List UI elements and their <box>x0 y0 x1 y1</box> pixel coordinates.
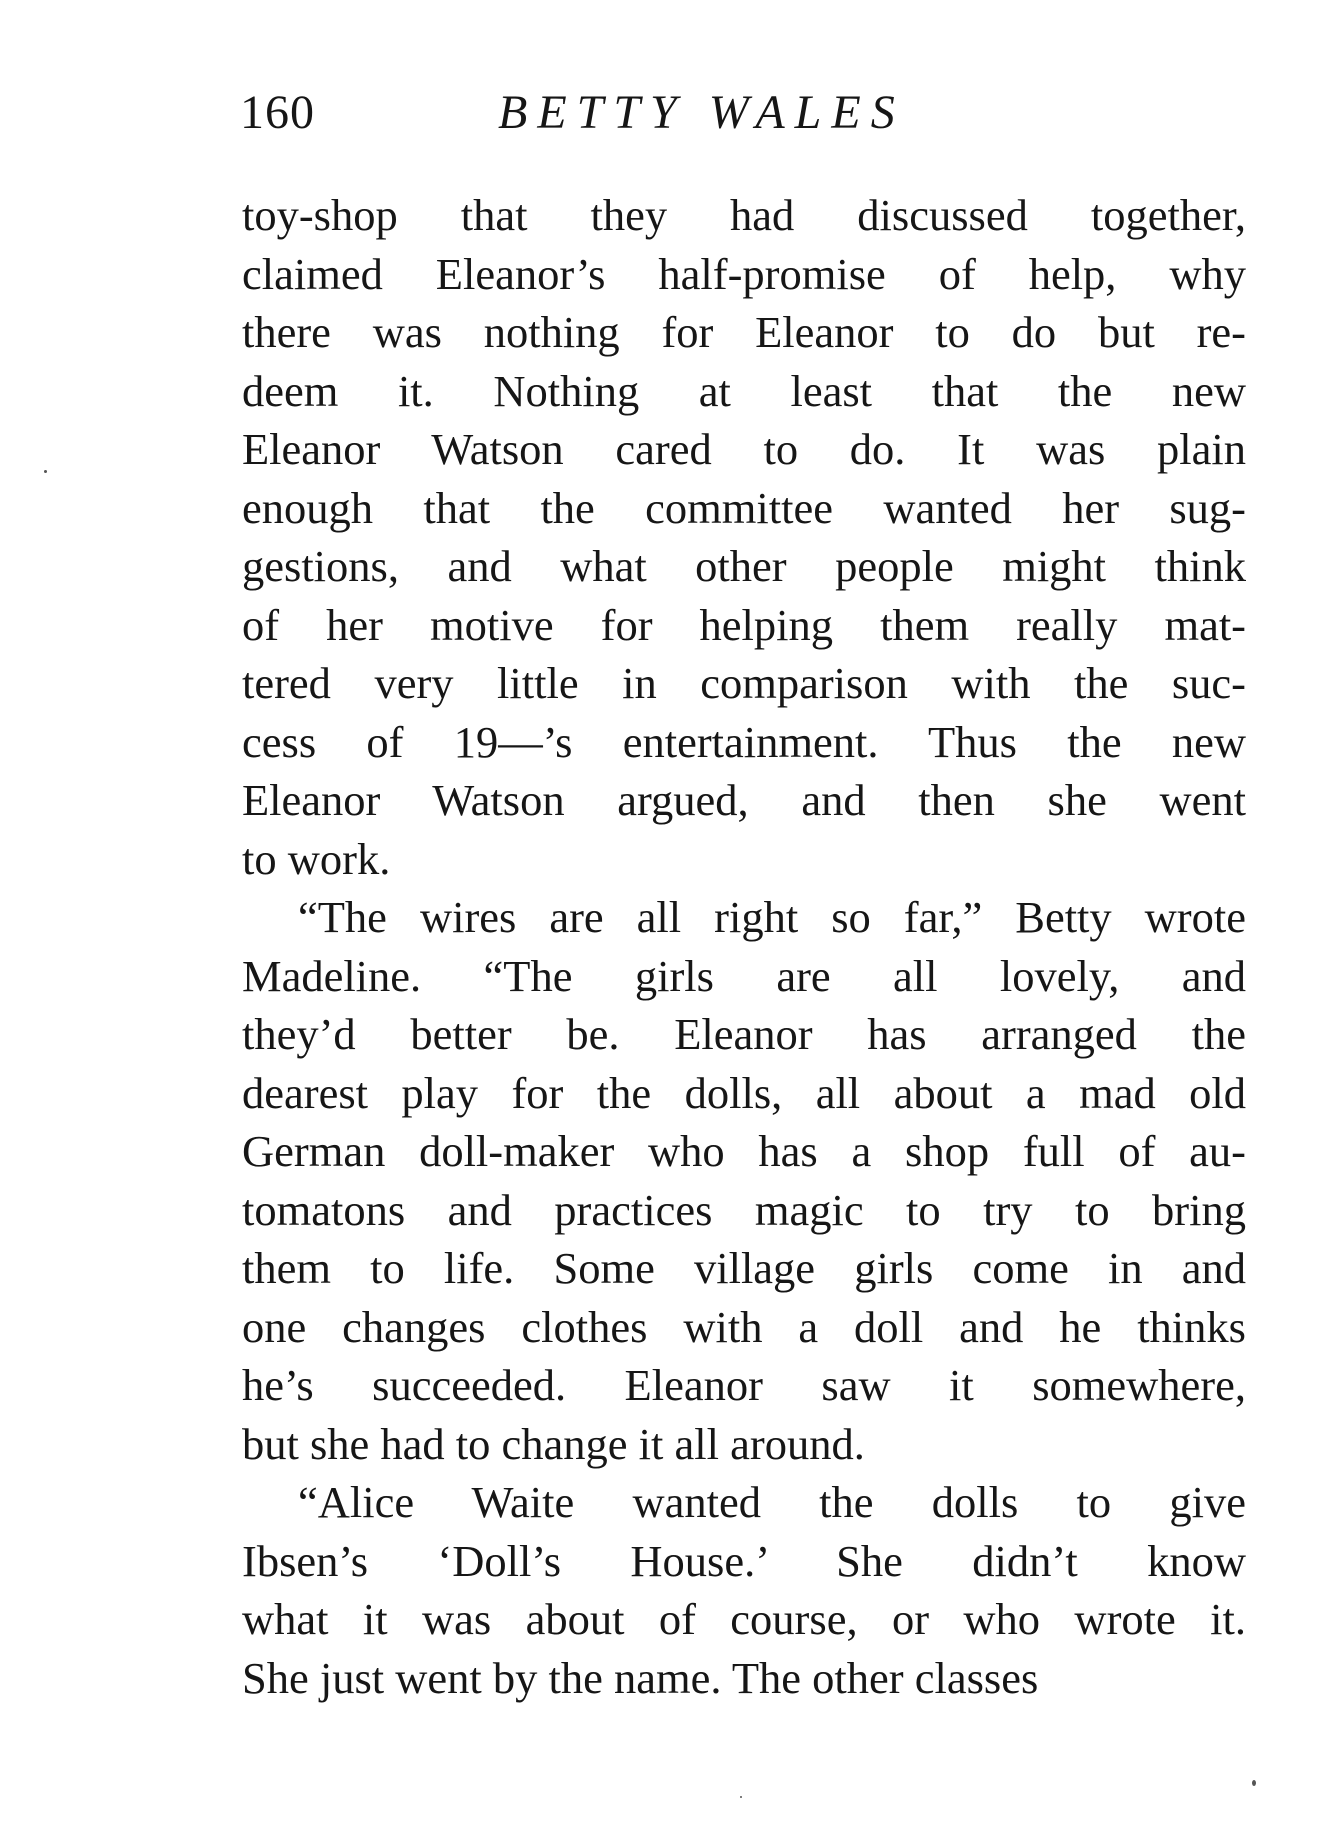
paragraph <box>242 888 1246 1473</box>
text-line: what it was about of course, or who wrote it. <box>242 1594 1246 1644</box>
text-line: “The wires are all right so far,” Betty wrote <box>298 892 1246 942</box>
text-line: tered very little in comparison with the suc- <box>242 658 1246 708</box>
scan-speck <box>740 1796 742 1798</box>
text-line: Ibsen’s ‘Doll’s House.’ She didn’t know <box>242 1535 1246 1586</box>
scan-speck <box>44 470 47 473</box>
text-line: tomatons and practices magic to try to bring <box>242 1184 1246 1235</box>
text-line: enough that the committee wanted her sug- <box>242 482 1246 533</box>
text-line: gestions, and what other people might think <box>242 541 1246 591</box>
text-line: “Alice Waite wanted the dolls to give <box>298 1477 1246 1527</box>
body-text <box>242 186 1246 1707</box>
paragraph <box>242 186 1246 888</box>
text-line: German doll-maker who has a shop full of au- <box>242 1126 1246 1176</box>
text-line: but she had to change it all around. <box>242 1418 865 1469</box>
text-line: Eleanor Watson argued, and then she went <box>242 775 1246 825</box>
text-line: to work. <box>242 833 391 884</box>
text-line: one changes clothes with a doll and he thinks <box>242 1301 1246 1352</box>
text-line: Madeline. “The girls are all lovely, and <box>242 950 1246 1001</box>
page-number: 160 <box>240 86 315 139</box>
text-line: cess of 19—’s entertainment. Thus the new <box>242 716 1246 767</box>
text-line: toy-shop that they had discussed together, <box>242 190 1246 240</box>
paragraph <box>242 1473 1246 1707</box>
text-line: he’s succeeded. Eleanor saw it somewhere, <box>242 1360 1246 1410</box>
book-title: BETTY WALES <box>498 86 905 139</box>
scan-speck <box>1252 1780 1256 1786</box>
text-line: dearest play for the dolls, all about a mad old <box>242 1067 1246 1118</box>
text-line: She just went by the name. The other classes <box>242 1652 1039 1703</box>
text-line: claimed Eleanor’s half-promise of help, why <box>242 248 1246 299</box>
text-line: there was nothing for Eleanor to do but re- <box>242 307 1246 357</box>
text-line: they’d better be. Eleanor has arranged the <box>242 1009 1246 1059</box>
text-line: of her motive for helping them really mat- <box>242 599 1246 650</box>
running-head <box>240 78 1060 148</box>
text-line: deem it. Nothing at least that the new <box>242 365 1246 416</box>
text-line: Eleanor Watson cared to do. It was plain <box>242 424 1246 474</box>
text-line: them to life. Some village girls come in and <box>242 1243 1246 1293</box>
